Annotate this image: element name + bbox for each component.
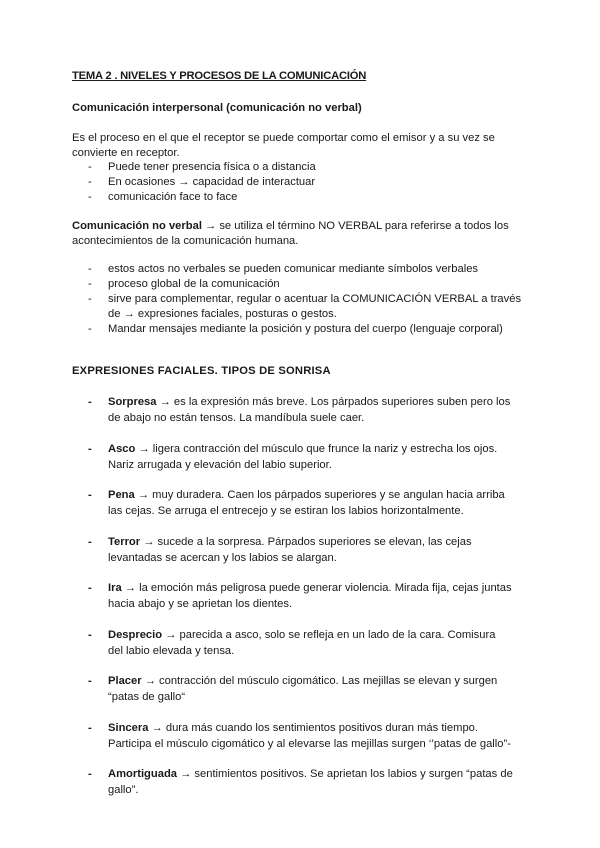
expression-term: Pena — [108, 489, 135, 501]
expression-term: Asco — [108, 442, 136, 455]
subtitle: Comunicación interpersonal (comunicación no verbal) — [72, 102, 362, 114]
expression-text: → parecida a asco, solo se refleja en un lado de la cara. Comisura del labio elevada y tensa. — [108, 628, 496, 657]
expression-text: → ligera contracción del músculo que frunce la nariz y estrecha los ojos. Nariz arrugada y elevación del labio superior. — [108, 442, 498, 471]
list-item: - comunicación face to face — [88, 191, 238, 203]
expression-term: Amortiguada — [108, 768, 177, 780]
list-item: - estos actos no verbales se pueden comunicar mediante símbolos verbales — [88, 263, 479, 275]
expression-term: Terror — [108, 535, 141, 548]
expression-item: - Sincera → dura más cuando los sentimientos positivos duran más tiempo. Participa el músculo cigomático y al elevarse las mejillas surgen ‘’patas de gallo”- — [88, 721, 511, 750]
expression-item: - Placer → contracción del músculo cigomático. Las mejillas se elevan y surgen “patas de gallo“ — [88, 675, 498, 703]
page-title: TEMA 2 . NIVELES Y PROCESOS DE LA COMUNICACIÓN — [72, 70, 367, 82]
expression-item: - Amortiguada → sentimientos positivos. Se aprietan los labios y surgen “patas de gallo”. — [88, 768, 513, 796]
expression-text: → es la expresión más breve. Los párpados superiores suben pero los de abajo no están tensos. La mandíbula suele caer. — [108, 396, 511, 424]
expressions-list — [88, 394, 513, 813]
expression-item: - Sorpresa → es la expresión más breve. Los párpados superiores suben pero los de abajo no están tensos. La mandíbula suele caer. — [88, 396, 511, 424]
expression-item: - Desprecio → parecida a asco, solo se refleja en un lado de la cara. Comisura del labio elevada y tensa. — [88, 628, 496, 657]
nonverbal-list — [88, 262, 528, 337]
expression-text: → sucede a la sorpresa. Párpados superiores se elevan, las cejas levantadas se acercan y los labios se alargan. — [108, 535, 472, 564]
list-item: - Mandar mensajes mediante la posición y postura del cuerpo (lenguaje corporal) — [88, 323, 503, 335]
expression-term: Sorpresa — [108, 396, 157, 408]
list-item: - proceso global de la comunicación — [88, 278, 280, 290]
expression-text: → dura más cuando los sentimientos positivos duran más tiempo. Participa el músculo cigomático y al elevarse las mejillas surgen ‘’patas de gallo”- — [108, 721, 511, 750]
expression-item: - Ira → la emoción más peligrosa puede generar violencia. Mirada fija, cejas juntas hacia abajo y se aprietan los dientes. — [88, 582, 512, 610]
expression-term: Sincera — [108, 721, 149, 734]
list-item: - En ocasiones → capacidad de interactuar — [88, 176, 316, 188]
intro-paragraph: Es el proceso en el que el receptor se puede comportar como el emisor y a su vez se convierte en receptor. — [72, 132, 495, 159]
list-item: - Puede tener presencia física o a distancia — [88, 161, 316, 173]
intro-list — [88, 160, 528, 205]
expression-text: → muy duradera. Caen los párpados superiores y se angulan hacia arriba las cejas. Se arruga el entrecejo y se estiran los labios horizontalmente. — [108, 489, 505, 517]
expression-term: Placer — [108, 675, 142, 687]
expression-term: Desprecio — [108, 628, 163, 641]
expression-text: → la emoción más peligrosa puede generar violencia. Mirada fija, cejas juntas hacia abajo y se aprietan los dientes. — [108, 582, 512, 610]
section-heading: EXPRESIONES FACIALES. TIPOS DE SONRISA — [72, 365, 331, 377]
expression-text: → sentimientos positivos. Se aprietan los labios y surgen “patas de gallo”. — [108, 768, 513, 796]
expression-item: - Terror → sucede a la sorpresa. Párpados superiores se elevan, las cejas levantadas se acercan y los labios se alargan. — [88, 535, 472, 564]
nonverbal-term: Comunicación no verbal — [72, 220, 202, 232]
nonverbal-paragraph — [72, 219, 517, 249]
nonverbal-text: → se utiliza el término NO VERBAL para referirse a todos los acontecimientos de la comunicación humana. — [72, 220, 509, 247]
expression-item: - Asco → ligera contracción del músculo que frunce la nariz y estrecha los ojos. Nariz arrugada y elevación del labio superior. — [88, 442, 498, 471]
expression-item: - Pena → muy duradera. Caen los párpados superiores y se angulan hacia arriba las cejas. Se arruga el entrecejo y se estiran los labios horizontalmente. — [88, 489, 505, 517]
list-item: - sirve para complementar, regular o acentuar la COMUNICACIÓN VERBAL a través de → expresiones faciales, posturas o gestos. — [88, 293, 522, 320]
expression-text: → contracción del músculo cigomático. Las mejillas se elevan y surgen “patas de gallo“ — [108, 675, 498, 703]
expression-term: Ira — [108, 582, 122, 594]
